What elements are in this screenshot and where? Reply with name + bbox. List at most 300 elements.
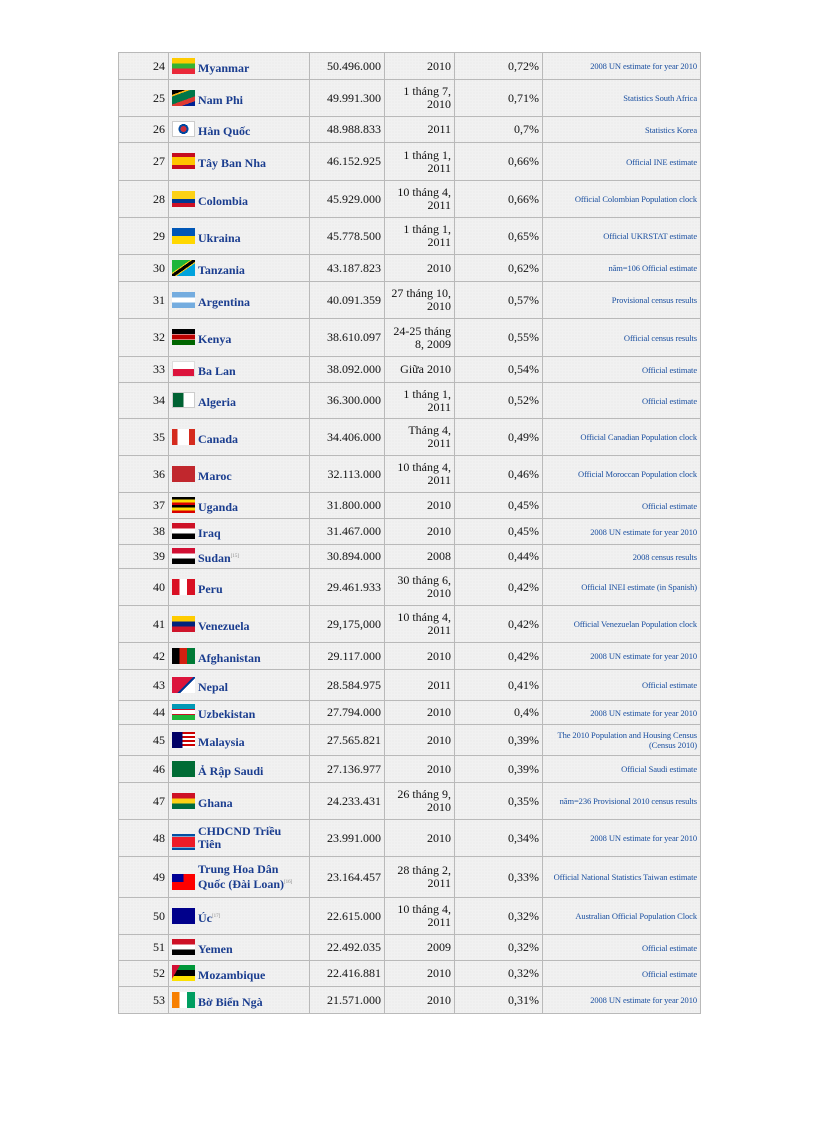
rank-cell <box>119 357 169 383</box>
country-link[interactable]: Bờ Biển Ngà <box>198 994 263 1009</box>
source-link[interactable]: Official Canadian Population clock <box>580 432 697 442</box>
rank-cell <box>119 282 169 319</box>
country-link[interactable]: Myanmar <box>198 60 250 75</box>
source-cell <box>543 143 701 181</box>
ivory-coast-flag-icon <box>172 992 195 1008</box>
population-cell <box>310 643 385 670</box>
percent-cell <box>455 117 543 143</box>
country-link[interactable]: Ả Rập Saudi <box>198 763 264 778</box>
country-cell <box>169 255 310 282</box>
date-value: 1 tháng 7, 2010 <box>403 84 451 111</box>
rank-value: 51 <box>153 940 165 954</box>
source-link[interactable]: năm=106 Official estimate <box>608 263 697 273</box>
population-cell <box>310 143 385 181</box>
source-cell <box>543 218 701 255</box>
country-link[interactable]: Uzbekistan <box>198 707 256 721</box>
population-cell <box>310 519 385 545</box>
date-value: 2010 <box>427 966 451 980</box>
population-value: 49.991.300 <box>327 90 381 105</box>
percent-cell <box>455 898 543 935</box>
date-value: 2010 <box>427 648 451 663</box>
country-cell <box>169 569 310 606</box>
date-value: 28 tháng 2, 2011 <box>397 863 451 890</box>
population-value: 22.416.881 <box>327 966 381 980</box>
percent-cell <box>455 961 543 987</box>
algeria-flag-icon <box>172 392 195 408</box>
rank-cell <box>119 519 169 545</box>
population-cell <box>310 255 385 282</box>
table-row <box>119 357 701 383</box>
source-link[interactable]: Official estimate <box>641 395 697 406</box>
rank-cell <box>119 53 169 80</box>
population-cell <box>310 725 385 756</box>
footnote-ref[interactable]: [16] <box>284 880 293 885</box>
table-row <box>119 319 701 357</box>
ghana-flag-icon <box>172 793 195 809</box>
country-cell <box>169 701 310 725</box>
population-cell <box>310 569 385 606</box>
peru-flag-icon <box>172 579 195 595</box>
population-cell <box>310 670 385 701</box>
north-korea-flag-icon <box>172 834 195 850</box>
date-value: 30 tháng 6, 2010 <box>397 573 451 600</box>
country-link[interactable]: Nepal <box>198 679 228 694</box>
country-link[interactable]: Peru <box>198 581 223 596</box>
date-cell <box>385 545 455 569</box>
country-link[interactable]: Sudan <box>198 551 231 565</box>
australia-flag-icon <box>172 908 195 924</box>
rank-value: 36 <box>153 466 165 481</box>
population-value: 34.406.000 <box>327 429 381 444</box>
source-link[interactable]: Official Moroccan Population clock <box>578 469 697 479</box>
source-link[interactable]: Official UKRSTAT estimate <box>603 231 697 241</box>
population-value: 24.233.431 <box>327 793 381 808</box>
rank-cell <box>119 701 169 725</box>
population-cell <box>310 606 385 643</box>
country-link[interactable]: Kenya <box>198 332 232 346</box>
rank-value: 53 <box>153 992 165 1007</box>
date-value: 10 tháng 4, 2011 <box>397 610 451 637</box>
population-value: 23.991.000 <box>327 830 381 845</box>
rank-cell <box>119 493 169 519</box>
percent-cell <box>455 725 543 756</box>
source-cell <box>543 569 701 606</box>
country-link[interactable]: Yemen <box>198 942 233 956</box>
source-link[interactable]: 2008 UN estimate for year 2010 <box>590 995 697 1005</box>
rank-cell <box>119 606 169 643</box>
population-value: 45.929.000 <box>327 191 381 206</box>
date-value: 26 tháng 9, 2010 <box>397 787 451 814</box>
population-cell <box>310 218 385 255</box>
rank-value: 50 <box>153 908 165 923</box>
source-link[interactable]: Provisional census results <box>611 295 697 305</box>
table-row <box>119 701 701 725</box>
source-cell <box>543 282 701 319</box>
percent-value: 0,71% <box>508 90 539 105</box>
country-link[interactable]: Venezuela <box>198 618 250 633</box>
source-cell <box>543 820 701 857</box>
date-cell <box>385 383 455 419</box>
country-link[interactable]: CHDCND Triều Tiên <box>198 824 282 851</box>
rank-value: 32 <box>153 330 165 344</box>
country-link[interactable]: Colombia <box>198 193 249 208</box>
source-link[interactable]: Official INEI estimate (in Spanish) <box>581 582 697 592</box>
date-cell <box>385 898 455 935</box>
date-cell <box>385 961 455 987</box>
population-cell <box>310 383 385 419</box>
date-cell <box>385 282 455 319</box>
south-korea-flag-icon <box>172 121 195 137</box>
source-link[interactable]: Official estimate <box>641 968 697 979</box>
percent-value: 0,42% <box>508 579 539 594</box>
population-value: 27.565.821 <box>327 732 381 747</box>
table-row <box>119 820 701 857</box>
source-link[interactable]: năm=236 Provisional 2010 census results <box>559 796 697 806</box>
population-table <box>118 52 701 1014</box>
percent-cell <box>455 53 543 80</box>
date-value: 2010 <box>427 58 451 73</box>
table-row <box>119 756 701 783</box>
population-value: 31.800.000 <box>327 498 381 512</box>
footnote-ref[interactable]: [15] <box>230 554 240 559</box>
source-cell <box>543 53 701 80</box>
population-cell <box>310 357 385 383</box>
percent-cell <box>455 493 543 519</box>
date-cell <box>385 255 455 282</box>
source-cell <box>543 701 701 725</box>
population-cell <box>310 987 385 1014</box>
date-value: 2010 <box>427 761 451 776</box>
country-cell <box>169 643 310 670</box>
rank-value: 44 <box>153 705 165 719</box>
source-cell <box>543 357 701 383</box>
population-cell <box>310 935 385 961</box>
table-row <box>119 935 701 961</box>
population-value: 38.610.097 <box>327 330 381 344</box>
country-link[interactable]: Nam Phi <box>198 92 243 107</box>
rank-value: 34 <box>153 393 165 407</box>
population-cell <box>310 898 385 935</box>
rank-cell <box>119 643 169 670</box>
percent-cell <box>455 383 543 419</box>
rank-value: 24 <box>153 58 165 73</box>
source-link[interactable]: 2008 UN estimate for year 2010 <box>590 833 697 843</box>
source-link[interactable]: 2008 UN estimate for year 2010 <box>590 707 697 718</box>
rank-value: 43 <box>153 677 165 692</box>
rank-cell <box>119 961 169 987</box>
country-link[interactable]: Tanzania <box>198 262 245 277</box>
percent-value: 0,44% <box>508 549 539 563</box>
country-cell <box>169 117 310 143</box>
source-link[interactable]: 2008 census results <box>632 551 697 562</box>
source-cell <box>543 545 701 569</box>
saudi-arabia-flag-icon <box>172 761 195 777</box>
rank-value: 25 <box>153 90 165 105</box>
rank-value: 33 <box>153 362 165 376</box>
date-cell <box>385 569 455 606</box>
population-value: 31.467.000 <box>327 524 381 538</box>
date-cell <box>385 820 455 857</box>
yemen-flag-icon <box>172 939 195 955</box>
country-link[interactable]: Ghana <box>198 795 233 810</box>
population-value: 32.113.000 <box>327 466 381 481</box>
country-link[interactable]: Úc <box>198 910 212 925</box>
population-cell <box>310 756 385 783</box>
rank-cell <box>119 456 169 493</box>
country-link[interactable]: Uganda <box>198 500 239 514</box>
country-link[interactable]: Algeria <box>198 395 236 409</box>
source-cell <box>543 961 701 987</box>
percent-cell <box>455 357 543 383</box>
country-cell <box>169 419 310 456</box>
percent-cell <box>455 456 543 493</box>
percent-value: 0,62% <box>508 260 539 275</box>
table-row <box>119 80 701 117</box>
date-cell <box>385 181 455 218</box>
date-cell <box>385 670 455 701</box>
date-cell <box>385 357 455 383</box>
date-value: 24-25 tháng 8, 2009 <box>393 323 451 351</box>
canada-flag-icon <box>172 429 195 445</box>
population-cell <box>310 53 385 80</box>
source-link[interactable]: Official estimate <box>641 500 697 511</box>
table-row <box>119 857 701 898</box>
percent-cell <box>455 935 543 961</box>
rank-value: 41 <box>153 616 165 631</box>
table-row <box>119 783 701 820</box>
population-table-body <box>119 53 701 1014</box>
table-row <box>119 569 701 606</box>
date-value: 2010 <box>427 732 451 747</box>
population-cell <box>310 319 385 357</box>
date-cell <box>385 53 455 80</box>
percent-value: 0,49% <box>508 429 539 444</box>
rank-value: 28 <box>153 191 165 206</box>
ukraine-flag-icon <box>172 228 195 244</box>
date-cell <box>385 519 455 545</box>
rank-value: 49 <box>153 869 165 884</box>
population-value: 36.300.000 <box>327 393 381 407</box>
percent-cell <box>455 143 543 181</box>
rank-cell <box>119 783 169 820</box>
table-row <box>119 53 701 80</box>
date-value: 2010 <box>427 498 451 512</box>
rank-cell <box>119 383 169 419</box>
source-link[interactable]: Official Colombian Population clock <box>574 194 697 204</box>
country-link[interactable]: Tây Ban Nha <box>198 156 267 170</box>
source-link[interactable]: Official estimate <box>641 942 697 953</box>
percent-cell <box>455 606 543 643</box>
percent-value: 0,45% <box>508 498 539 512</box>
date-cell <box>385 80 455 117</box>
country-link[interactable]: Mozambique <box>198 968 266 982</box>
taiwan-flag-icon <box>172 874 195 890</box>
date-value: 2010 <box>427 260 451 275</box>
percent-cell <box>455 282 543 319</box>
date-value: Tháng 4, 2011 <box>408 423 451 450</box>
source-link[interactable]: 2008 UN estimate for year 2010 <box>590 61 697 71</box>
rank-value: 47 <box>153 793 165 808</box>
source-link[interactable]: Statistics Korea <box>645 124 697 135</box>
date-cell <box>385 643 455 670</box>
table-row <box>119 493 701 519</box>
population-value: 27.794.000 <box>327 705 381 719</box>
date-value: Giữa 2010 <box>400 362 451 376</box>
table-row <box>119 181 701 218</box>
country-link[interactable]: Iraq <box>198 526 221 540</box>
country-cell <box>169 383 310 419</box>
percent-value: 0,33% <box>508 869 539 884</box>
percent-cell <box>455 319 543 357</box>
date-cell <box>385 606 455 643</box>
percent-cell <box>455 181 543 218</box>
table-row <box>119 419 701 456</box>
source-cell <box>543 456 701 493</box>
country-cell <box>169 143 310 181</box>
date-value: 10 tháng 4, 2011 <box>397 902 451 929</box>
date-cell <box>385 319 455 357</box>
date-cell <box>385 493 455 519</box>
nepal-flag-icon <box>172 677 195 693</box>
table-row <box>119 725 701 756</box>
rank-value: 46 <box>153 761 165 776</box>
country-cell <box>169 319 310 357</box>
percent-value: 0,54% <box>508 362 539 376</box>
malaysia-flag-icon <box>172 732 195 748</box>
source-link[interactable]: 2008 UN estimate for year 2010 <box>590 651 697 661</box>
population-value: 29.461.933 <box>327 579 381 594</box>
date-value: 2008 <box>427 549 451 563</box>
rank-value: 29 <box>153 228 165 243</box>
country-link[interactable]: Canada <box>198 431 239 446</box>
source-cell <box>543 181 701 218</box>
country-link[interactable]: Malaysia <box>198 734 245 749</box>
country-link[interactable]: Ukraina <box>198 230 241 245</box>
percent-cell <box>455 545 543 569</box>
country-cell <box>169 987 310 1014</box>
colombia-flag-icon <box>172 191 195 207</box>
population-cell <box>310 493 385 519</box>
date-value: 2011 <box>427 122 451 136</box>
table-row <box>119 255 701 282</box>
source-link[interactable]: Official National Statistics Taiwan estimate <box>553 872 697 882</box>
country-link[interactable]: Trung Hoa Dân Quốc (Đài Loan) <box>198 862 285 891</box>
argentina-flag-icon <box>172 292 195 308</box>
percent-value: 0,31% <box>508 992 539 1007</box>
percent-value: 0,45% <box>508 524 539 538</box>
date-value: 1 tháng 1, 2011 <box>403 222 451 249</box>
source-link[interactable]: Statistics South Africa <box>623 93 697 103</box>
source-cell <box>543 80 701 117</box>
date-cell <box>385 857 455 898</box>
source-link[interactable]: Official estimate <box>641 680 697 690</box>
date-value: 2010 <box>427 705 451 719</box>
country-link[interactable]: Maroc <box>198 468 232 483</box>
population-cell <box>310 456 385 493</box>
source-cell <box>543 519 701 545</box>
source-link[interactable]: The 2010 Population and Housing Census (Census 2010) <box>557 730 697 750</box>
country-link[interactable]: Afghanistan <box>198 650 261 665</box>
percent-cell <box>455 820 543 857</box>
percent-cell <box>455 569 543 606</box>
percent-value: 0,35% <box>508 793 539 808</box>
rank-value: 52 <box>153 966 165 980</box>
rank-value: 42 <box>153 648 165 663</box>
rank-cell <box>119 319 169 357</box>
source-cell <box>543 898 701 935</box>
rank-value: 26 <box>153 122 165 136</box>
source-link[interactable]: Official INE estimate <box>626 156 697 167</box>
source-cell <box>543 643 701 670</box>
rank-value: 31 <box>153 292 165 307</box>
population-cell <box>310 80 385 117</box>
percent-cell <box>455 783 543 820</box>
country-link[interactable]: Hàn Quốc <box>198 124 251 138</box>
country-link[interactable]: Argentina <box>198 294 250 309</box>
date-cell <box>385 725 455 756</box>
source-link[interactable]: Official Venezuelan Population clock <box>573 619 697 629</box>
table-row <box>119 383 701 419</box>
country-cell <box>169 493 310 519</box>
population-value: 45.778.500 <box>327 228 381 243</box>
rank-cell <box>119 419 169 456</box>
footnote-ref[interactable]: [17] <box>212 913 221 919</box>
source-cell <box>543 606 701 643</box>
source-cell <box>543 783 701 820</box>
source-link[interactable]: Official estimate <box>641 364 697 375</box>
country-cell <box>169 961 310 987</box>
source-link[interactable]: Australian Official Population Clock <box>575 911 697 921</box>
population-cell <box>310 961 385 987</box>
percent-cell <box>455 218 543 255</box>
country-cell <box>169 606 310 643</box>
table-row <box>119 519 701 545</box>
venezuela-flag-icon <box>172 616 195 632</box>
myanmar-flag-icon <box>172 58 195 74</box>
afghanistan-flag-icon <box>172 648 195 664</box>
table-row <box>119 961 701 987</box>
table-row <box>119 670 701 701</box>
source-link[interactable]: Official Saudi estimate <box>621 764 697 774</box>
mozambique-flag-icon <box>172 965 195 981</box>
population-value: 23.164.457 <box>327 869 381 884</box>
population-value: 22.615.000 <box>327 908 381 923</box>
rank-cell <box>119 143 169 181</box>
table-row <box>119 282 701 319</box>
rank-value: 27 <box>153 154 165 168</box>
source-link[interactable]: Official census results <box>623 332 697 343</box>
percent-cell <box>455 519 543 545</box>
percent-cell <box>455 857 543 898</box>
population-cell <box>310 783 385 820</box>
table-row <box>119 545 701 569</box>
sudan-flag-icon <box>172 548 195 564</box>
source-link[interactable]: 2008 UN estimate for year 2010 <box>590 526 697 537</box>
source-cell <box>543 725 701 756</box>
percent-value: 0,52% <box>508 393 539 407</box>
population-value: 22.492.035 <box>327 940 381 954</box>
tanzania-flag-icon <box>172 260 195 276</box>
rank-cell <box>119 935 169 961</box>
percent-cell <box>455 643 543 670</box>
population-value: 40.091.359 <box>327 292 381 307</box>
population-cell <box>310 181 385 218</box>
country-link[interactable]: Ba Lan <box>198 364 236 378</box>
table-row <box>119 987 701 1014</box>
table-row <box>119 218 701 255</box>
rank-cell <box>119 756 169 783</box>
source-cell <box>543 319 701 357</box>
